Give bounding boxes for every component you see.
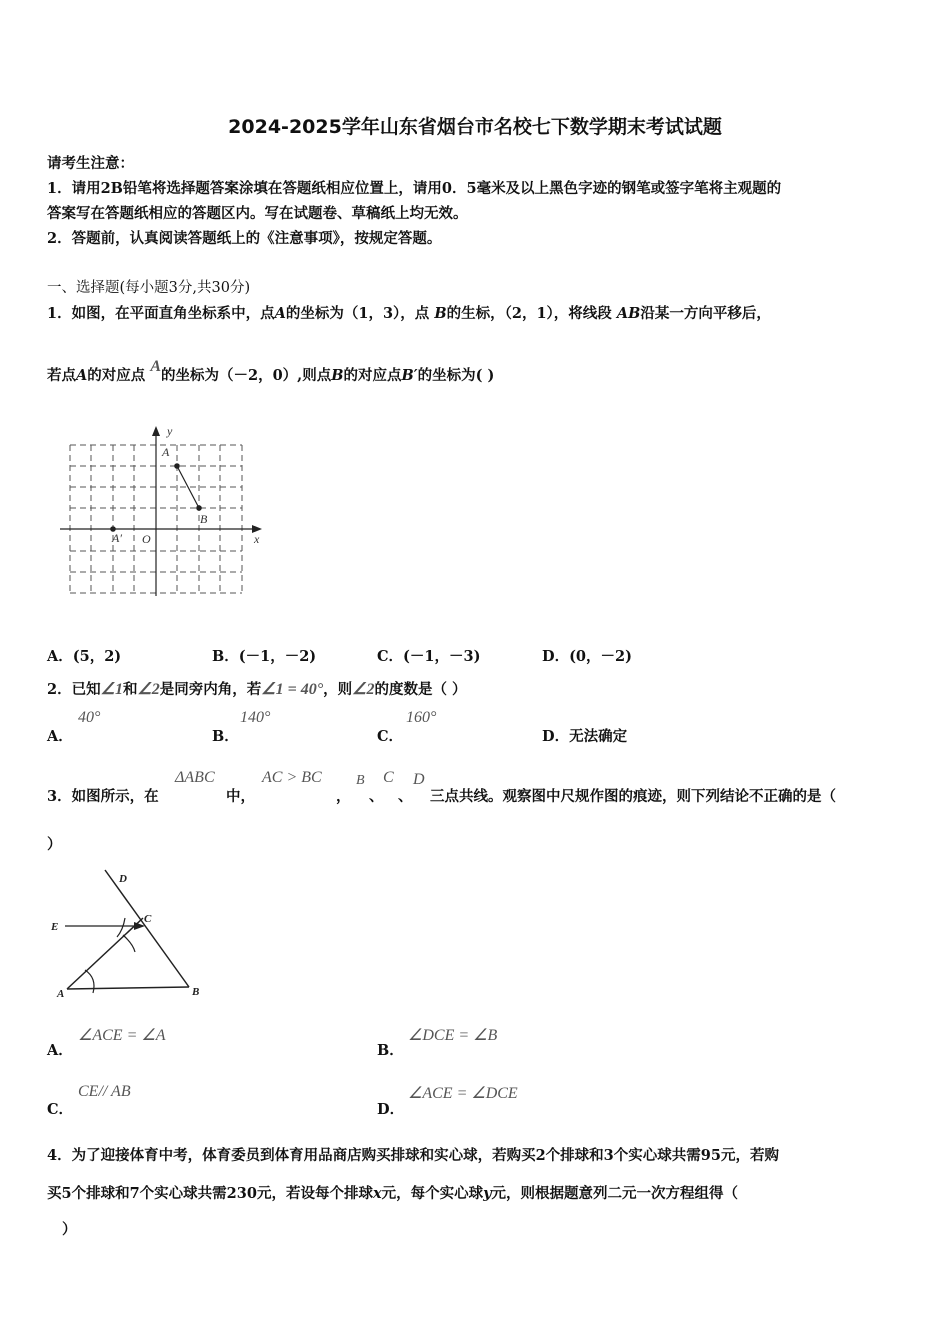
label-b: B [200, 512, 208, 526]
section-heading: 一、选择题(每小题3分,共30分) [47, 280, 251, 296]
q3-point-c: C [383, 769, 394, 786]
q2-option-a-label: A． [47, 728, 73, 745]
point-b [196, 505, 202, 511]
label-c: C [144, 913, 152, 925]
q3-sep-2: 、 [398, 788, 413, 805]
q3-option-c-value: CE// AB [78, 1083, 131, 1100]
q3-inequality: AC > BC [262, 769, 322, 786]
label-y: y [167, 424, 173, 438]
q3-option-d-label: D． [377, 1101, 405, 1118]
label-e: E [51, 921, 59, 933]
label-a: A [57, 988, 65, 1000]
q1-line-2: 若点A的对应点 A的坐标为（－2，0）,则点B的对应点B′的坐标为( ) [47, 358, 495, 384]
label-d: D [119, 873, 127, 885]
q2-option-a-value: 40° [78, 709, 101, 726]
label-a: A [162, 445, 170, 459]
q1-line-1: 1．如图，在平面直角坐标系中，点A的坐标为（1，3），点 B的生标，（2，1），将线段 AB沿某一方向平移后， [47, 305, 771, 322]
q3-option-d-value: ∠ACE = ∠DCE [408, 1085, 518, 1102]
q3-stem-b: 中， [226, 788, 255, 805]
arc-at-a [85, 970, 94, 993]
q3-stem-a: 3．如图所示，在 [47, 788, 159, 805]
q2-option-c-label: C． [377, 728, 404, 745]
q2-option-d: D．无法确定 [542, 728, 628, 745]
q3-point-b: B [356, 773, 365, 788]
q1-option-b: B．(－1，－2) [212, 648, 317, 665]
q2-option-b-value: 140° [240, 709, 271, 726]
arc-at-c [123, 935, 135, 952]
label-origin: O [142, 532, 151, 546]
q1-option-c: C．(－1，－3) [377, 648, 481, 665]
q1-coordinate-figure [50, 420, 275, 600]
notice-line-3: 2．答题前，认真阅读答题纸上的《注意事项》，按规定答题。 [47, 230, 442, 247]
q3-point-d: D [413, 771, 425, 788]
q4-line-1: 4．为了迎接体育中考，体育委员到体育用品商店购买排球和实心球，若购买2个排球和3个实心球共需95元，若购 [47, 1147, 779, 1164]
q3-construction-figure [45, 860, 215, 1005]
q3-triangle: ΔABC [175, 769, 215, 786]
notice-heading: 请考生注意： [47, 155, 134, 172]
point-a [174, 463, 180, 469]
segment-ab [67, 987, 189, 989]
q3-comma: ， [336, 788, 351, 805]
q4-line-3: ） [62, 1221, 77, 1238]
q3-option-b-label: B． [377, 1042, 404, 1059]
q3-option-a-value: ∠ACE = ∠A [78, 1027, 166, 1044]
label-a-prime: A′ [112, 531, 122, 545]
q3-option-b-value: ∠DCE = ∠B [408, 1027, 498, 1044]
page-title: 2024-2025学年山东省烟台市名校七下数学期末考试试题 [228, 116, 722, 138]
label-b: B [192, 986, 200, 998]
q2-option-c-value: 160° [406, 709, 437, 726]
notice-line-1: 1．请用2B铅笔将选择题答案涂填在答题纸相应位置上，请用0．5毫米及以上黑色字迹的钢笔或签字笔将主观题的 [47, 180, 782, 197]
q2-stem: 2．已知∠1和∠2是同旁内角，若∠1 = 40°，则∠2的度数是（ ） [47, 681, 467, 698]
q2-option-b-label: B． [212, 728, 239, 745]
q3-option-c-label: C． [47, 1101, 74, 1118]
segment-ac [67, 918, 143, 989]
q3-stem-close: ） [47, 836, 62, 853]
line-db [105, 870, 189, 987]
q1-option-a: A．(5，2) [47, 648, 122, 665]
q4-line-2: 买5个排球和7个实心球共需230元，若设每个排球x元，每个实心球y元，则根据题意列二元一次方程组得（ [47, 1185, 739, 1202]
q3-sep-1: 、 [369, 788, 384, 805]
label-x: x [254, 532, 260, 546]
q3-stem-c: 三点共线。观察图中尺规作图的痕迹，则下列结论不正确的是（ [430, 788, 836, 805]
notice-line-2: 答案写在答题纸相应的答题区内。写在试题卷、草稿纸上均无效。 [47, 205, 468, 222]
q1-option-d: D．(0，－2) [542, 648, 632, 665]
q3-option-a-label: A． [47, 1042, 73, 1059]
